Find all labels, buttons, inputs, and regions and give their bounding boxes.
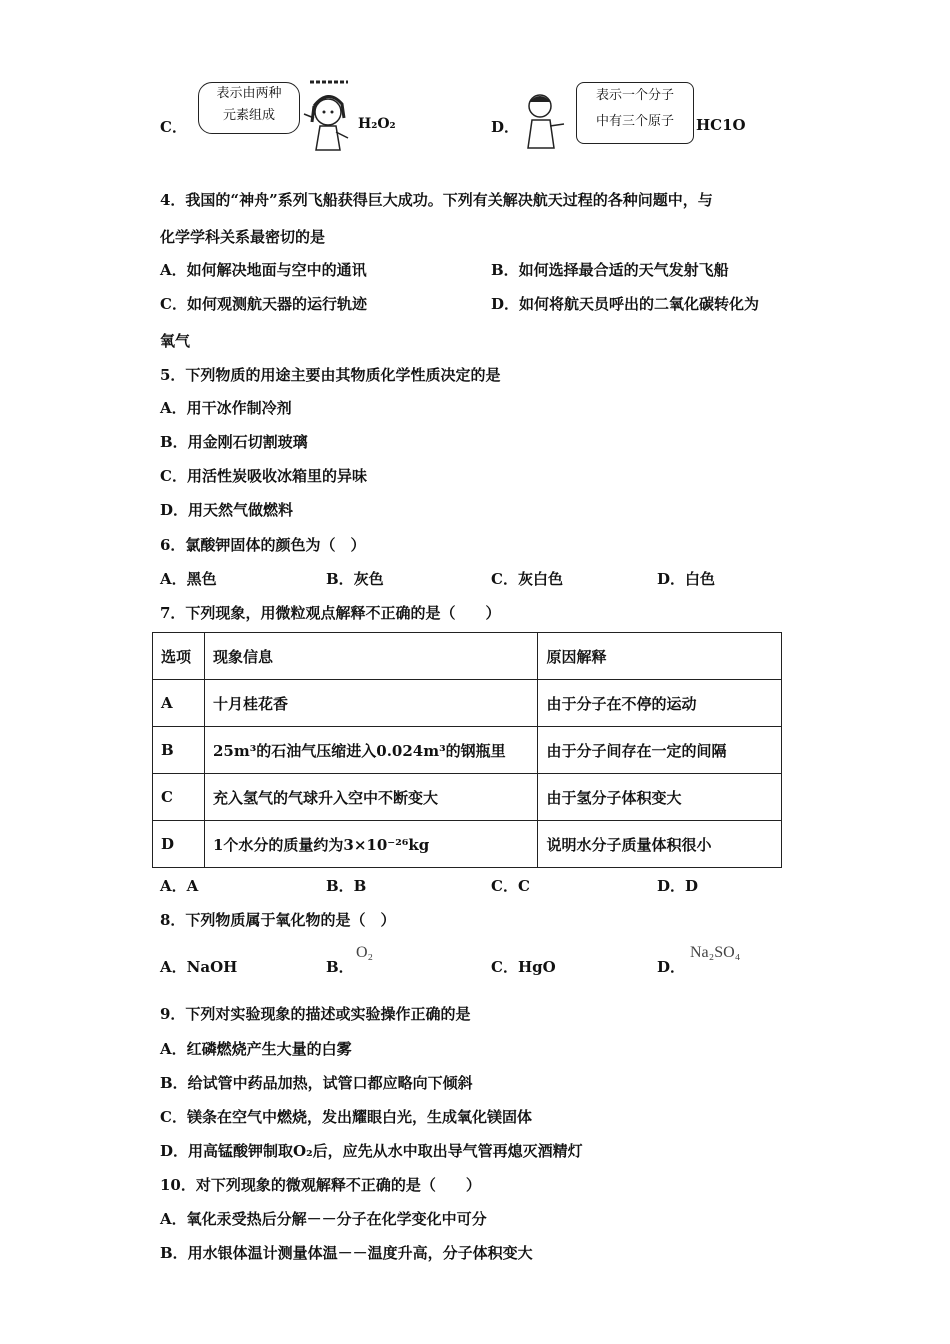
q3-d-bubble-line2: 中有三个原子 xyxy=(595,114,674,129)
q7-option-a: A．A xyxy=(160,877,199,895)
q7-option-d: D．D xyxy=(657,877,699,895)
q4-option-c: C．如何观测航天器的运行轨迹 xyxy=(160,295,367,313)
row-option: C xyxy=(153,774,205,821)
row-phenomenon: 25m³的石油气压缩进入0.024m³的钢瓶里 xyxy=(204,727,538,774)
q6-option-c: C．灰白色 xyxy=(491,570,563,588)
q4-option-d: D．如何将航天员呼出的二氧化碳转化为 xyxy=(491,295,760,313)
q3-d-bubble-line1: 表示一个分子 xyxy=(595,88,674,103)
header-option: 选项 xyxy=(153,633,205,680)
row-option: B xyxy=(153,727,205,774)
row-phenomenon: 1个水分的质量约为3×10⁻²⁶kg xyxy=(204,821,538,868)
q5-option-a: A．用干冰作制冷剂 xyxy=(160,399,292,417)
q3-d-formula: HC1O xyxy=(696,116,746,134)
q6-option-b: B．灰色 xyxy=(326,570,384,588)
q3-option-c-letter: C． xyxy=(160,118,187,136)
q8-option-d: D． xyxy=(657,958,686,976)
q5-option-d: D．用天然气做燃料 xyxy=(160,501,294,519)
row-reason: 由于分子在不停的运动 xyxy=(538,680,782,727)
q9-option-c: C．镁条在空气中燃烧，发出耀眼白光，生成氧化镁固体 xyxy=(160,1108,532,1126)
row-reason: 说明水分子质量体积很小 xyxy=(538,821,782,868)
q7-option-c: C．C xyxy=(491,877,530,895)
table-row xyxy=(153,727,782,774)
q10-option-a: A．氧化汞受热后分解－－分子在化学变化中可分 xyxy=(160,1210,487,1228)
q7-stem: 7．下列现象，用微粒观点解释不正确的是（ ） xyxy=(160,604,501,622)
q8-option-d-formula: Na₂SO₄ xyxy=(690,944,741,961)
q3-c-speech-bubble xyxy=(198,82,300,134)
q4-option-d-continued: 氧气 xyxy=(160,332,191,350)
table-row xyxy=(153,821,782,868)
table-header-row xyxy=(153,633,782,680)
q8-option-c: C．HgO xyxy=(491,958,556,976)
q6-stem: 6．氯酸钾固体的颜色为（ ） xyxy=(160,536,366,554)
q3-d-speech-bubble xyxy=(576,82,694,144)
q4-option-b: B．如何选择最合适的天气发射飞船 xyxy=(491,261,729,279)
q8-option-a: A．NaOH xyxy=(160,958,238,976)
header-phenomenon: 现象信息 xyxy=(204,633,538,680)
q9-stem: 9．下列对实验现象的描述或实验操作正确的是 xyxy=(160,1005,471,1023)
q4-option-a: A．如何解决地面与空中的通讯 xyxy=(160,261,367,279)
q5-stem: 5．下列物质的用途主要由其物质化学性质决定的是 xyxy=(160,366,501,384)
q6-option-d: D．白色 xyxy=(657,570,716,588)
row-reason: 由于氢分子体积变大 xyxy=(538,774,782,821)
boy-cartoon-icon xyxy=(520,90,568,154)
q4-stem-line2: 化学学科关系最密切的是 xyxy=(160,228,326,246)
q10-option-b: B．用水银体温计测量体温－－温度升高，分子体积变大 xyxy=(160,1244,533,1262)
row-option: D xyxy=(153,821,205,868)
table-row xyxy=(153,680,782,727)
q4-stem-line1: 4．我国的“神舟”系列飞船获得巨大成功。下列有关解决航天过程的各种问题中，与 xyxy=(160,191,713,209)
row-reason: 由于分子间存在一定的间隔 xyxy=(538,727,782,774)
q9-option-d: D．用高锰酸钾制取O₂后，应先从水中取出导气管再熄灭酒精灯 xyxy=(160,1142,583,1160)
q8-option-b-formula: O₂ xyxy=(356,944,374,961)
q8-stem: 8．下列物质属于氧化物的是（ ） xyxy=(160,911,396,929)
q3-option-d-letter: D． xyxy=(491,118,520,136)
header-reason: 原因解释 xyxy=(538,633,782,680)
q10-stem: 10．对下列现象的微观解释不正确的是（ ） xyxy=(160,1176,481,1194)
q3-c-formula: H₂O₂ xyxy=(358,116,396,132)
girl-cartoon-icon xyxy=(300,78,352,158)
q7-option-b: B．B xyxy=(326,877,367,895)
row-option: A xyxy=(153,680,205,727)
q3-c-bubble-line1: 表示由两种 xyxy=(216,86,282,101)
q7-table xyxy=(152,632,782,868)
q5-option-b: B．用金刚石切割玻璃 xyxy=(160,433,308,451)
q6-option-a: A．黑色 xyxy=(160,570,217,588)
q8-option-b: B． xyxy=(326,958,354,976)
table-row xyxy=(153,774,782,821)
q3-c-bubble-line2: 元素组成 xyxy=(222,108,275,123)
q9-option-a: A．红磷燃烧产生大量的白雾 xyxy=(160,1040,352,1058)
row-phenomenon: 充入氢气的气球升入空中不断变大 xyxy=(204,774,538,821)
q5-option-c: C．用活性炭吸收冰箱里的异味 xyxy=(160,467,367,485)
q9-option-b: B．给试管中药品加热，试管口都应略向下倾斜 xyxy=(160,1074,473,1092)
row-phenomenon: 十月桂花香 xyxy=(204,680,538,727)
